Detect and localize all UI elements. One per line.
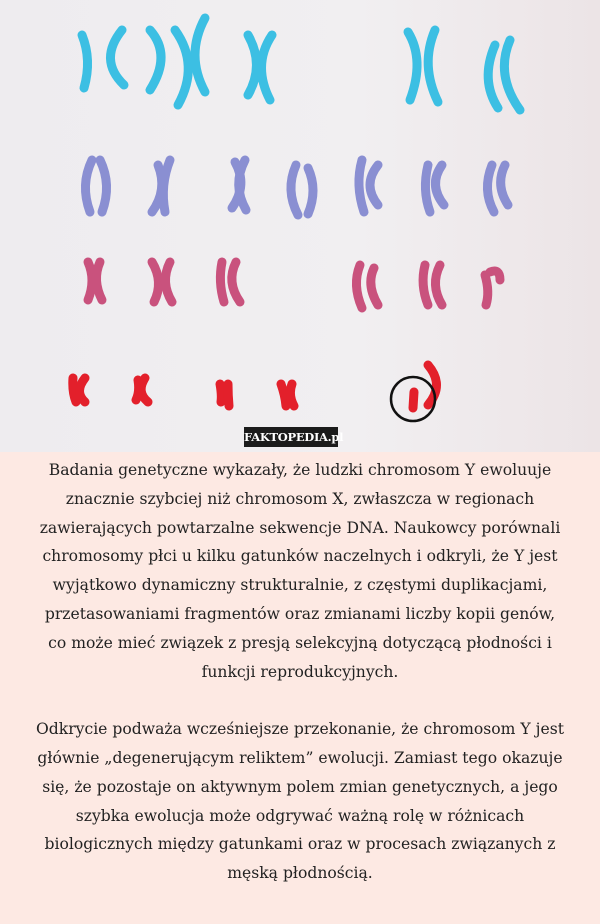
karyotype-image <box>0 0 600 452</box>
text-line: męską płodnością. <box>227 864 373 883</box>
watermark: FAKTOPEDIA.pl <box>244 427 338 447</box>
text-line: szybka ewolucja może odgrywać ważną rolę w różnicach <box>75 806 525 825</box>
chromosome-row-3 <box>88 262 500 308</box>
text-line: głównie „degenerującym reliktem” ewolucji. Zamiast tego okazuje <box>37 748 563 767</box>
paragraph-gap <box>0 686 600 715</box>
text-line: chromosomy płci u kilku gatunków naczelnych i odkryli, że Y jest <box>42 547 558 566</box>
paragraph-2 <box>0 715 600 888</box>
text-line: przetasowaniami fragmentów oraz zmianami liczby kopii genów, <box>44 604 556 623</box>
text-line: biologicznych między gatunkami oraz w procesach związanych z <box>44 835 556 854</box>
text-line: wyjątkowo dynamiczny strukturalnie, z częstymi duplikacjami, <box>52 576 548 595</box>
text-line: co może mieć związek z presją selekcyjną dotyczącą płodności i <box>48 633 552 652</box>
text-line: znacznie szybciej niż chromosom X, zwłaszcza w regionach <box>65 489 535 508</box>
text-line: funkcji reprodukcyjnych. <box>201 662 399 681</box>
text-line: się, że pozostaje on aktywnym polem zmian genetycznych, a jego <box>42 777 558 796</box>
text-line: Badania genetyczne wykazały, że ludzki chromosom Y ewoluuje <box>48 461 552 479</box>
article-text <box>0 452 600 888</box>
chromosome-row-1 <box>82 18 520 110</box>
text-line: zawierających powtarzalne sekwencje DNA. Naukowcy porównali <box>39 518 561 537</box>
chromosome-illustration <box>0 0 600 452</box>
chromosome-row-2 <box>85 160 508 215</box>
paragraph-1 <box>0 456 600 686</box>
text-line: Odkrycie podważa wcześniejsze przekonanie, że chromosom Y jest <box>35 720 565 739</box>
chromosome-row-4 <box>73 365 437 408</box>
